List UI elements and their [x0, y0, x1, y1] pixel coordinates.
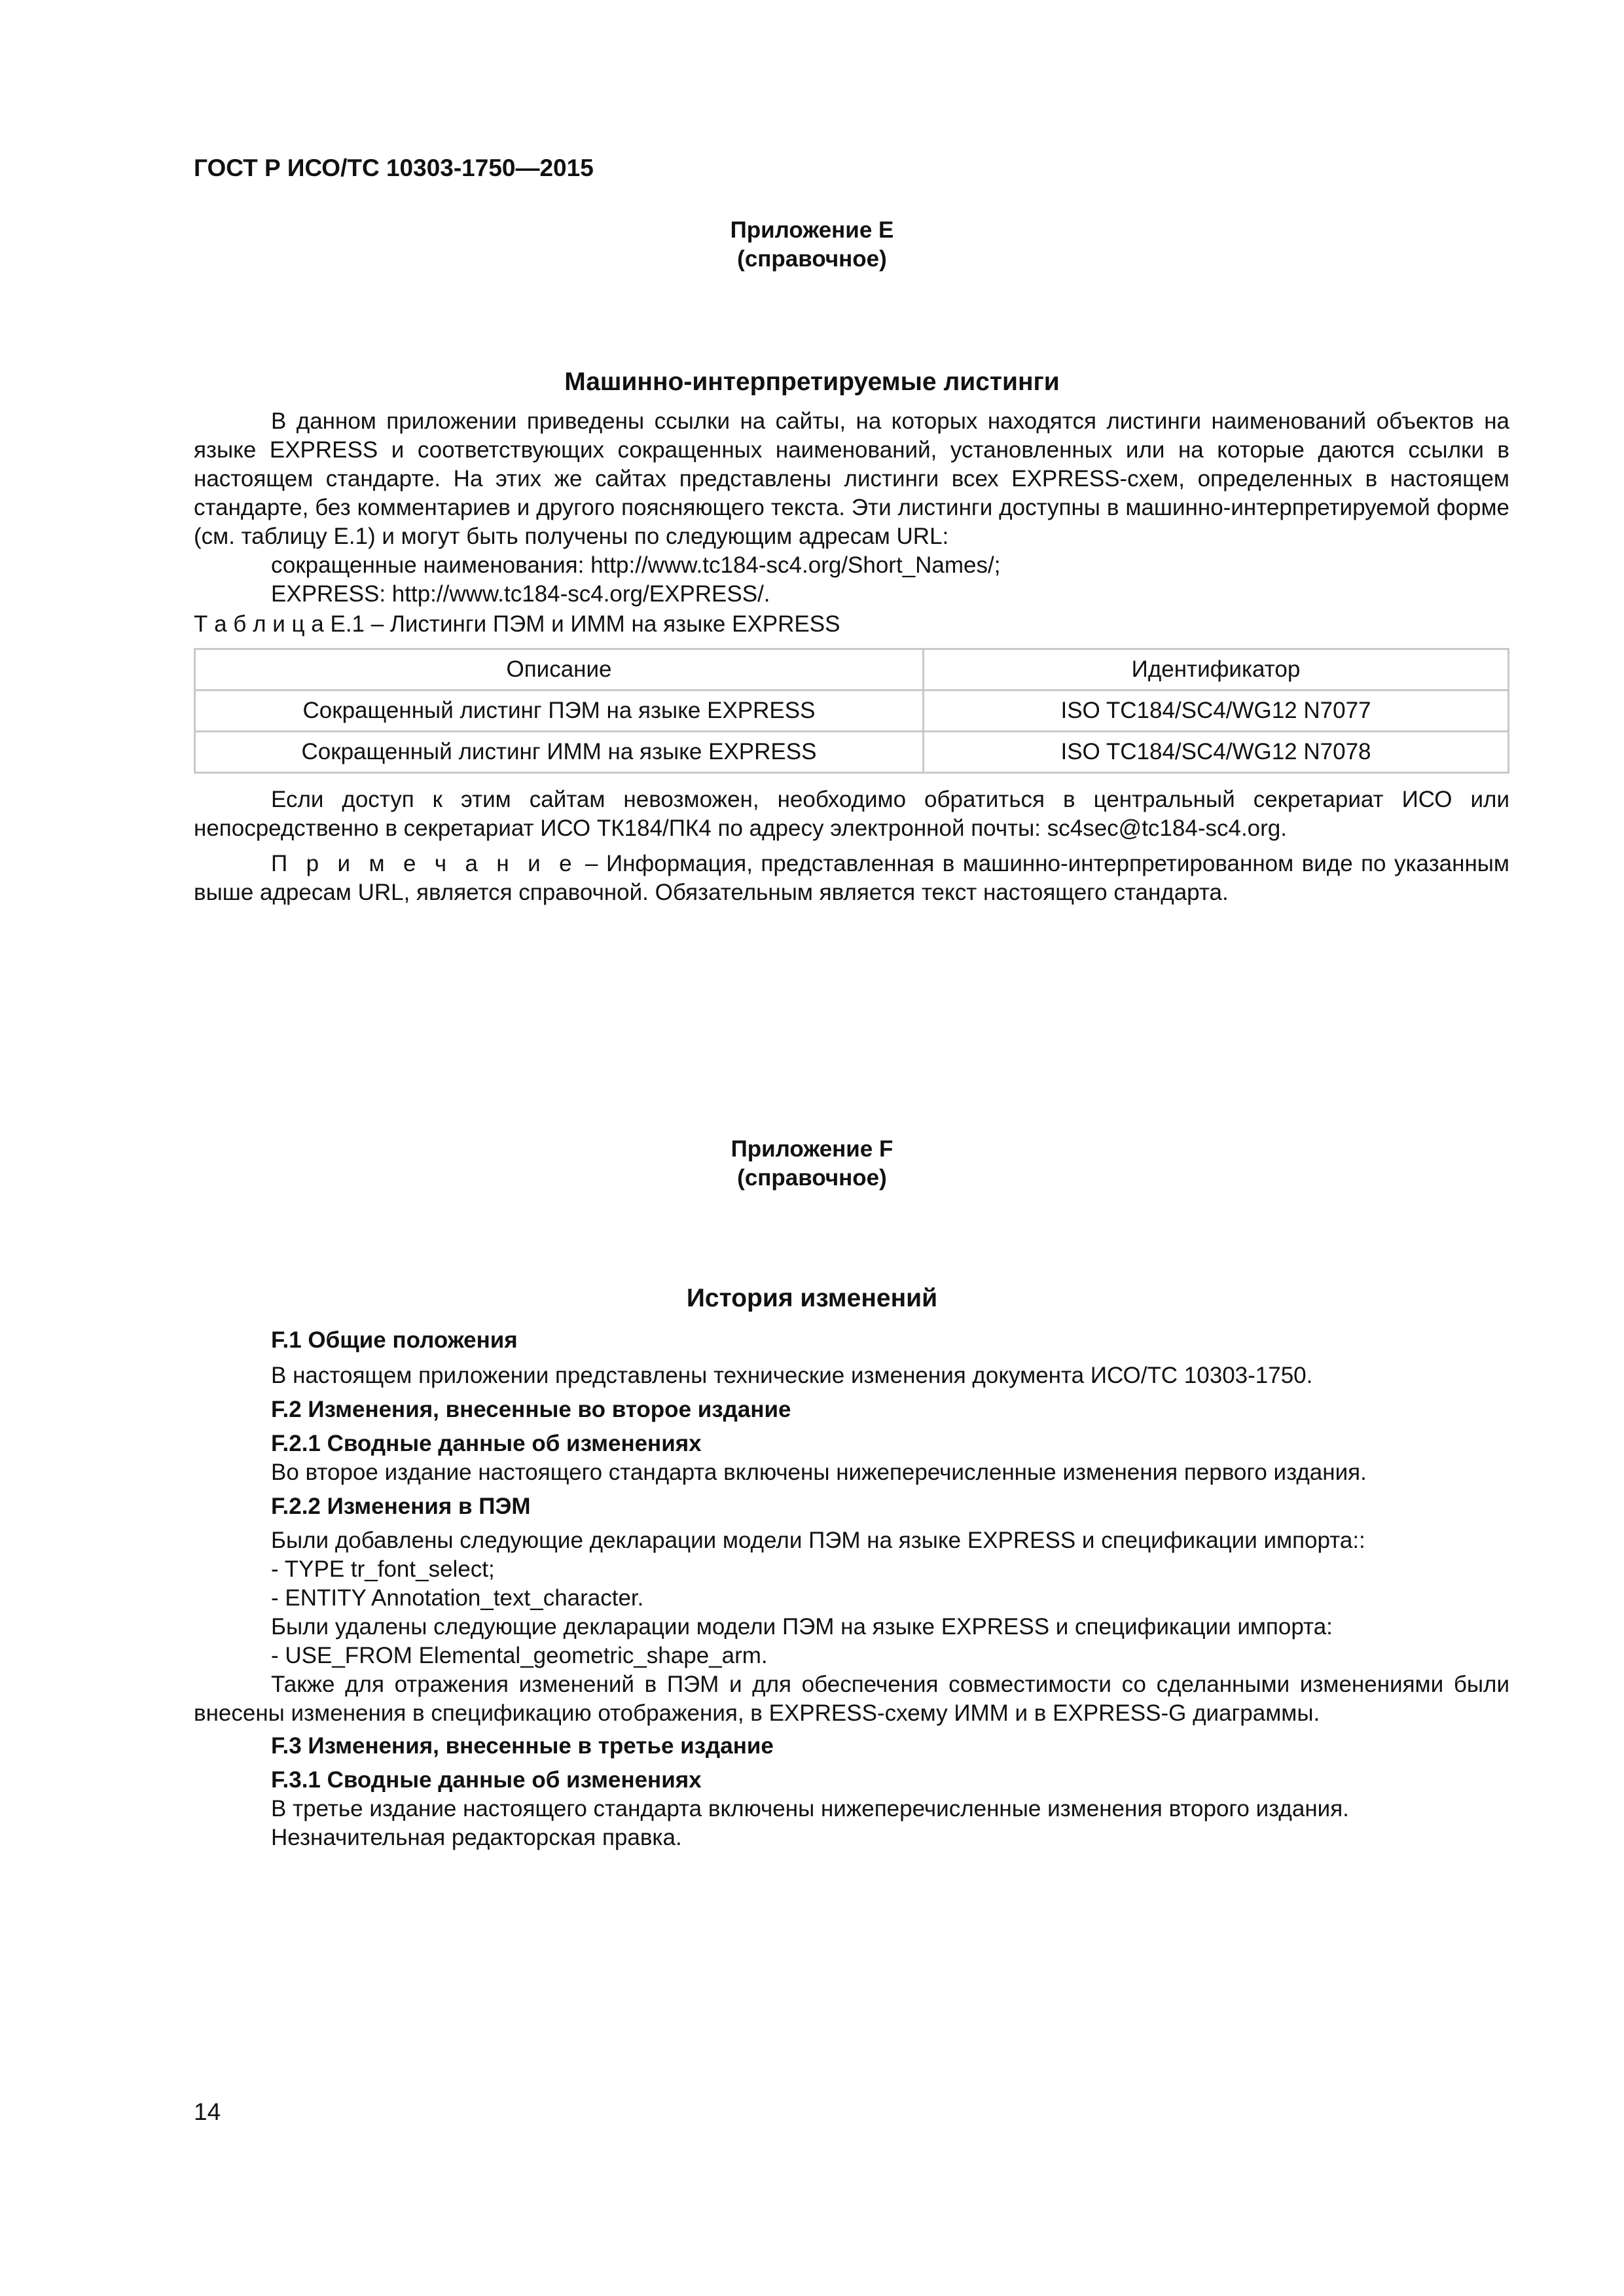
annex-e-intro: В данном приложении приведены ссылки на сайты, на которых находятся листинги наименований объектов на языке EXPRESS и соответствующих сокращенных наименований, установленных или на которые даются ссылки в настоящем стандарте. На этих же сайтах представлены листинги всех EXPRESS-схем, определенных в настоящем стандарте, без комментариев и другого поясняющего текста. Эти листинги доступны в машинно-интерпретируемой форме (см. таблицу Е.1) и могут быть получены по следующим адресам URL:	[194, 408, 1509, 549]
f21-heading: F.2.1 Сводные данные об изменениях	[271, 1431, 702, 1456]
f2-heading: F.2 Изменения, внесенные во второе издание	[271, 1397, 791, 1422]
f31-heading: F.3.1 Сводные данные об изменениях	[271, 1767, 702, 1793]
annex-f-title: История изменений	[686, 1284, 938, 1312]
annex-f-status: (справочное)	[737, 1165, 887, 1191]
document-header: ГОСТ Р ИСО/ТС 10303-1750—2015	[194, 154, 594, 181]
table-cell-identifier: ISO TC184/SC4/WG12 N7077	[924, 691, 1509, 732]
f22-item: - TYPE tr_font_select;	[271, 1556, 495, 1582]
annex-f-label: Приложение F	[731, 1136, 893, 1162]
table-cell-identifier: ISO TC184/SC4/WG12 N7078	[924, 732, 1509, 773]
table-cell-description: Сокращенный листинг ПЭМ на языке EXPRESS	[195, 691, 924, 732]
table-header-row	[195, 649, 1509, 691]
f22-removed: Были удалены следующие декларации модели ПЭМ на языке EXPRESS и спецификации импорта:	[271, 1614, 1333, 1640]
access-note: Если доступ к этим сайтам невозможен, необходимо обратиться в центральный секретариат ИСО или непосредственно в секретариат ИСО ТК184/ПК4 по адресу электронной почты: sc4sec@tc184-sc4.org.	[194, 787, 1509, 841]
f22-heading: F.2.2 Изменения в ПЭМ	[271, 1494, 531, 1519]
annex-f-heading	[0, 1135, 1624, 1193]
annex-e-heading	[0, 216, 1624, 274]
f22-item: - USE_FROM Elemental_geometric_shape_arm.	[271, 1643, 768, 1668]
table-row	[195, 732, 1509, 773]
table-caption	[194, 610, 1509, 639]
f31-text-2: Незначительная редакторская правка.	[271, 1825, 682, 1850]
table-row	[195, 691, 1509, 732]
table-cell-description: Сокращенный листинг ИММ на языке EXPRESS	[195, 732, 924, 773]
f1-heading: F.1 Общие положения	[271, 1327, 518, 1353]
annex-e-title: Машинно-интерпретируемые листинги	[564, 368, 1060, 396]
f21-text: Во второе издание настоящего стандарта включены нижеперечисленные изменения первого издания.	[271, 1460, 1367, 1485]
annex-e-label: Приложение Е	[730, 217, 894, 243]
annex-e-status: (справочное)	[737, 246, 887, 272]
table-header-description: Описание	[195, 649, 924, 691]
f31-text: В третье издание настоящего стандарта включены нижеперечисленные изменения второго издания.	[271, 1796, 1349, 1821]
note	[194, 850, 1509, 907]
url-short-names: сокращенные наименования: http://www.tc184-sc4.org/Short_Names/;	[271, 552, 1001, 578]
note-text: – Информация, представленная в машинно-интерпретированном виде по указанным выше адресам URL, является справочной. Обязательным является текст настоящего стандарта.	[194, 851, 1509, 905]
f22-item: - ENTITY Annotation_text_character.	[271, 1585, 644, 1611]
url-express: EXPRESS: http://www.tc184-sc4.org/EXPRESS/.	[271, 581, 770, 607]
page-number: 14	[194, 2098, 221, 2125]
f22-added: Были добавлены следующие декларации модели ПЭМ на языке EXPRESS и спецификации импорта::	[271, 1528, 1365, 1553]
table-caption-prefix: Т а б л и ц а	[194, 611, 324, 637]
note-label: П р и м е ч а н и е	[271, 851, 577, 876]
f3-heading: F.3 Изменения, внесенные в третье издание	[271, 1733, 774, 1759]
f22-also: Также для отражения изменений в ПЭМ и для обеспечения совместимости со сделанными изменениями были внесены изменения в спецификацию отображения, в EXPRESS-схему ИММ и в EXPRESS-G диаграммы.	[194, 1672, 1509, 1726]
listing-table	[194, 648, 1509, 774]
table-header-identifier: Идентификатор	[924, 649, 1509, 691]
f1-text: В настоящем приложении представлены технические изменения документа ИСО/ТС 10303-1750.	[271, 1363, 1313, 1388]
table-caption-text: Е.1 – Листинги ПЭМ и ИММ на языке EXPRESS	[330, 611, 840, 637]
